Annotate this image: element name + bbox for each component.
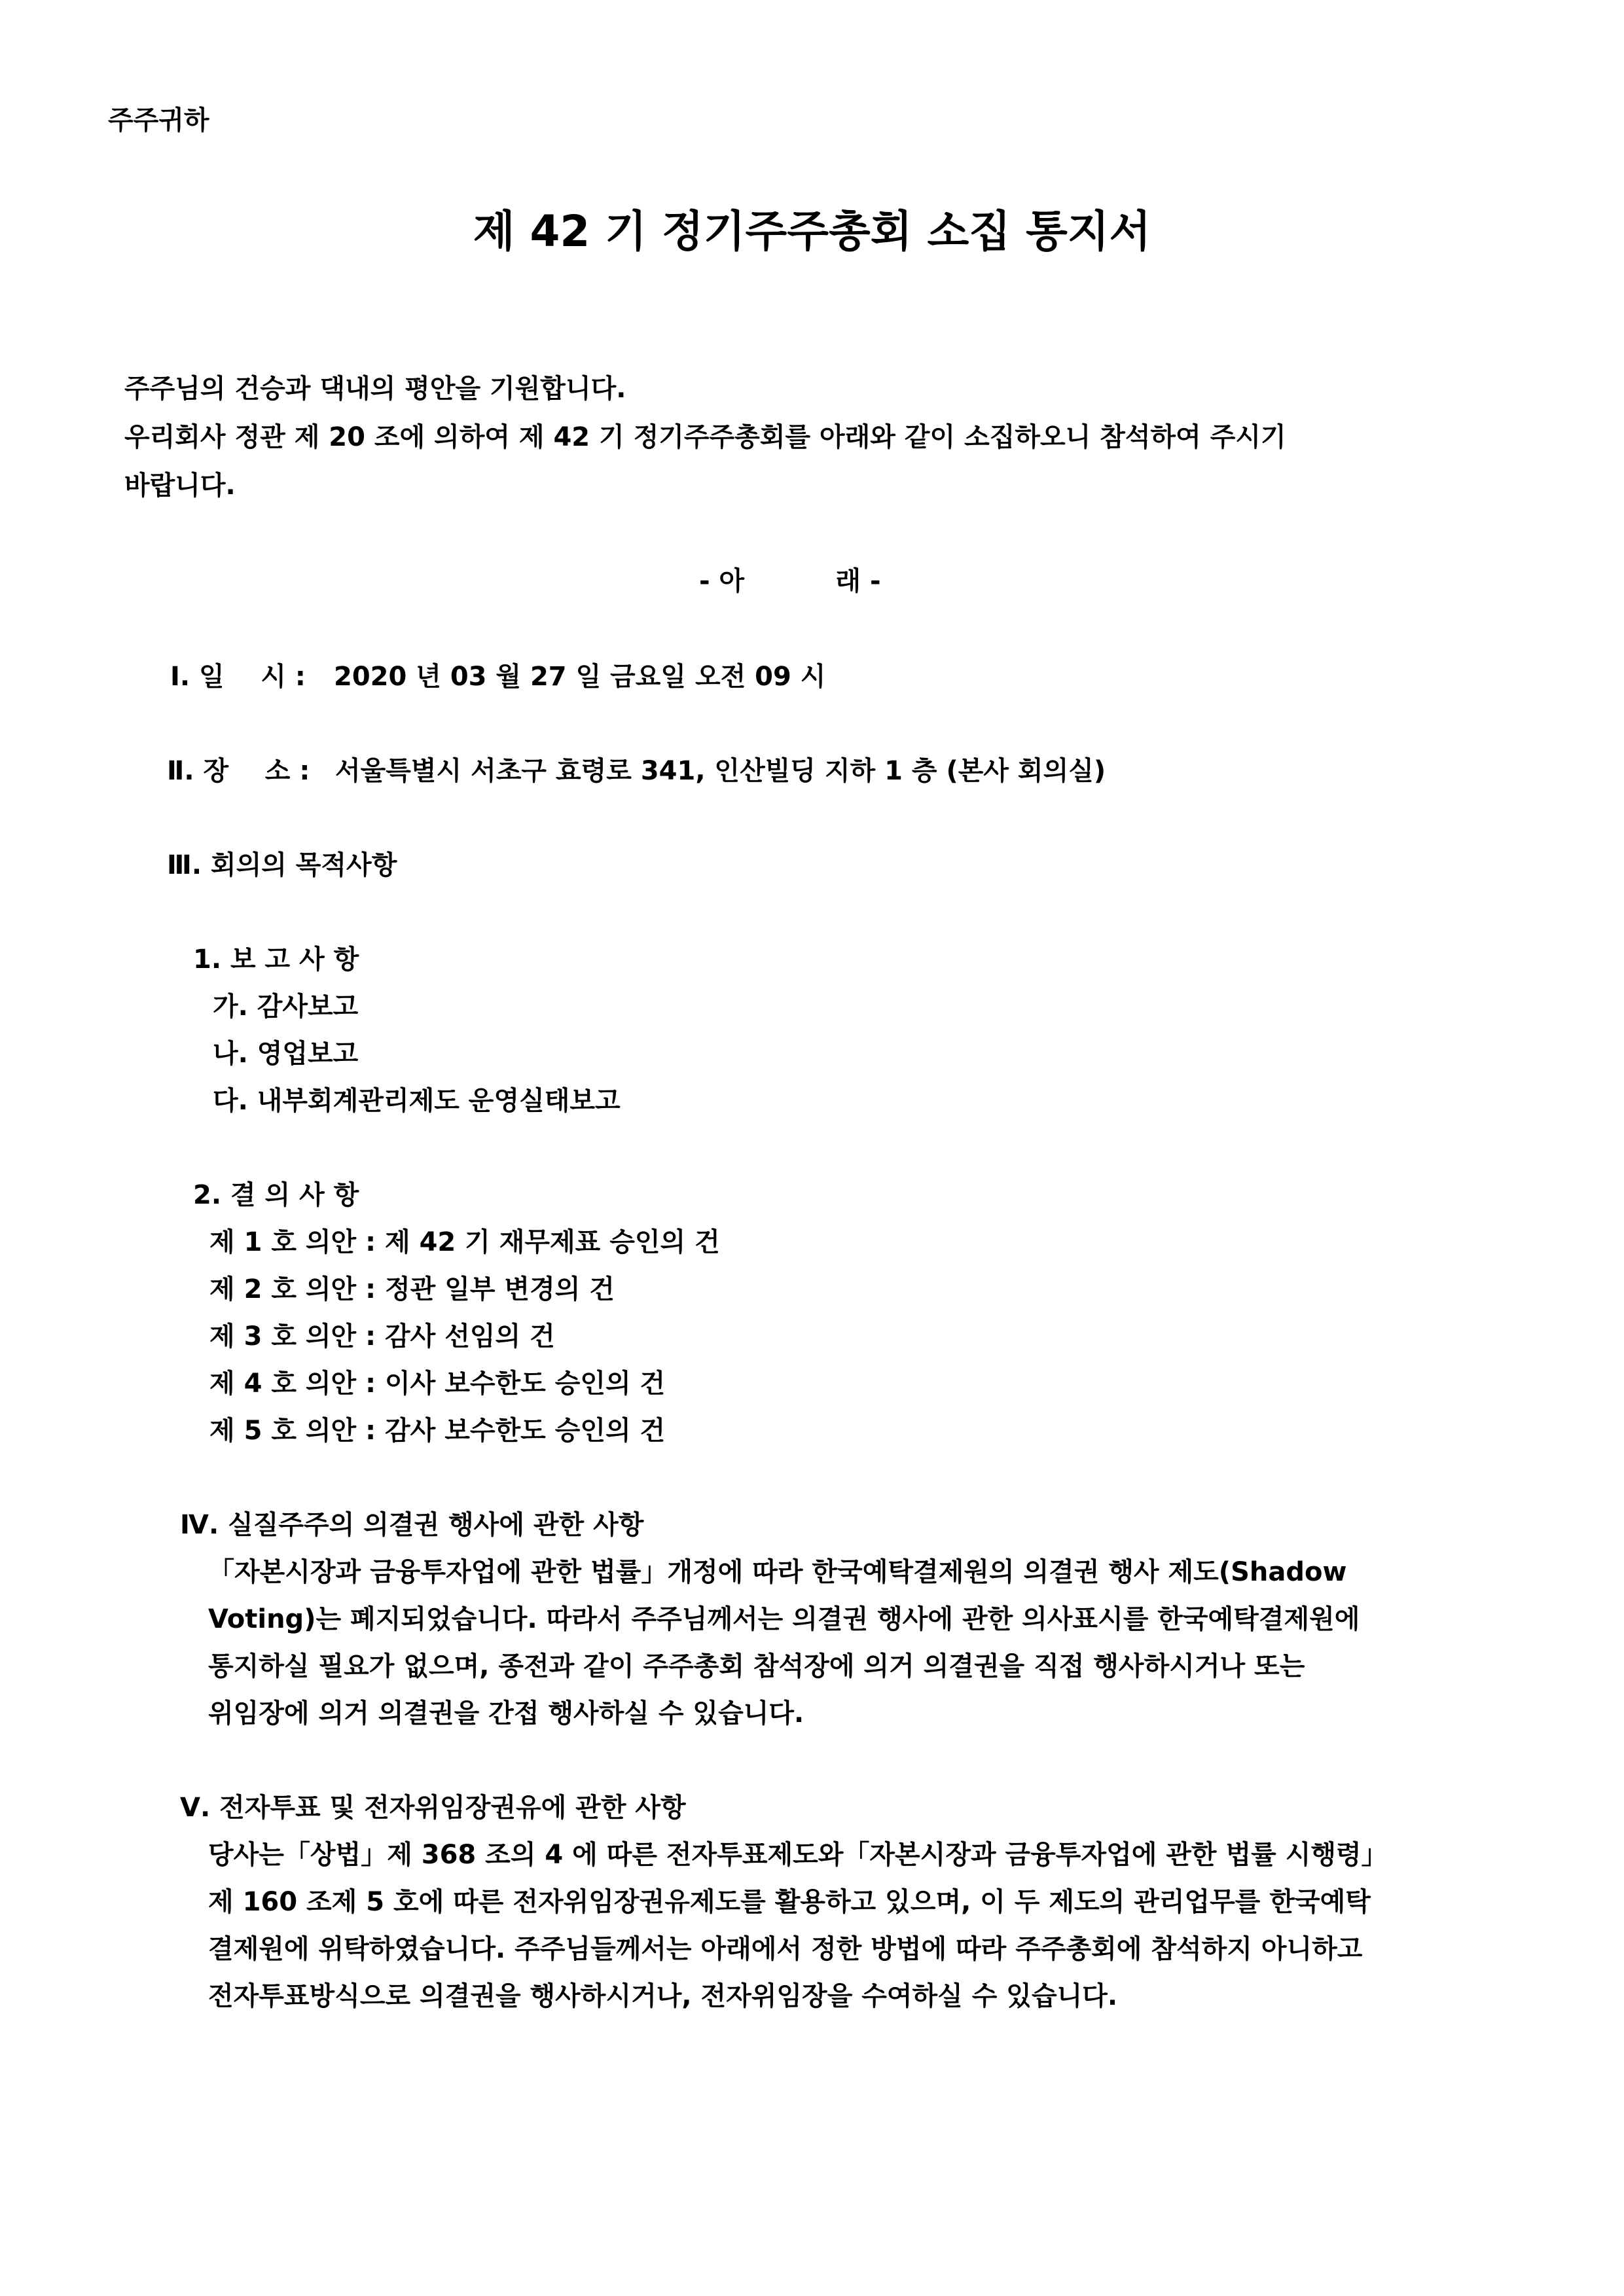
greeting-line: 우리회사 정관 제 20 조에 의하여 제 42 기 정기주주총회를 아래와 같이 소집하오니 참석하여 주시기 [124,422,1286,452]
electronic-voting-line: 제 160 조제 5 호에 따른 전자위임장권유제도를 활용하고 있으며, 이 두 제도의 관리업무를 한국예탁 [208,1887,1371,1917]
report-heading: 1. 보 고 사 항 [193,944,359,975]
schedule-label: Ⅰ. 일 시 : [170,662,306,692]
greeting-line: 바랍니다. [124,471,236,501]
resolution-item: 제 3 호 의안 : 감사 선임의 건 [209,1321,555,1352]
addressee: 주주귀하 [108,105,209,135]
electronic-voting-line: 당사는「상법」제 368 조의 4 에 따른 전자투표제도와「자본시장과 금융투자업에 관한 법률 시행령」 [208,1840,1388,1870]
voting-rights-line: 「자본시장과 금융투자업에 관한 법률」개정에 따라 한국예탁결제원의 의결권 행사 제도(Shadow [208,1557,1347,1587]
below-divider: - 아 래 - [699,566,881,596]
voting-rights-line: 위임장에 의거 의결권을 간접 행사하실 수 있습니다. [208,1698,804,1729]
venue-label: Ⅱ. 장 소 : [167,756,310,786]
page-title: 제 42 기 정기주주총회 소집 통지서 [473,206,1151,257]
electronic-voting-heading: Ⅴ. 전자투표 및 전자위임장권유에 관한 사항 [180,1793,686,1823]
resolution-item: 제 1 호 의안 : 제 42 기 재무제표 승인의 건 [209,1227,720,1257]
venue-value: 서울특별시 서초구 효령로 341, 인산빌딩 지하 1 층 (본사 회의실) [335,756,1106,786]
voting-rights-line: Voting)는 폐지되었습니다. 따라서 주주님께서는 의결권 행사에 관한 의사표시를 한국예탁결제원에 [208,1604,1360,1634]
voting-rights-heading: Ⅳ. 실질주주의 의결권 행사에 관한 사항 [180,1510,644,1540]
electronic-voting-line: 전자투표방식으로 의결권을 행사하시거나, 전자위임장을 수여하실 수 있습니다. [208,1981,1118,2011]
electronic-voting-line: 결제원에 위탁하였습니다. 주주님들께서는 아래에서 정한 방법에 따라 주주총회에 참석하지 아니하고 [208,1934,1363,1964]
resolution-item: 제 5 호 의안 : 감사 보수한도 승인의 건 [209,1416,666,1446]
agenda-heading: Ⅲ. 회의의 목적사항 [167,850,397,880]
greeting-line: 주주님의 건승과 댁내의 평안을 기원합니다. [124,374,626,404]
resolution-item: 제 2 호 의안 : 정관 일부 변경의 건 [209,1274,615,1304]
voting-rights-line: 통지하실 필요가 없으며, 종전과 같이 주주총회 참석장에 의거 의결권을 직접 행사하시거나 또는 [208,1651,1305,1681]
report-item: 나. 영업보고 [213,1039,359,1069]
resolution-heading: 2. 결 의 사 항 [193,1180,359,1210]
report-item: 다. 내부회계관리제도 운영실태보고 [213,1086,621,1116]
resolution-item: 제 4 호 의안 : 이사 보수한도 승인의 건 [209,1369,666,1399]
report-item: 가. 감사보고 [213,992,359,1022]
schedule-value: 2020 년 03 월 27 일 금요일 오전 09 시 [334,662,826,692]
